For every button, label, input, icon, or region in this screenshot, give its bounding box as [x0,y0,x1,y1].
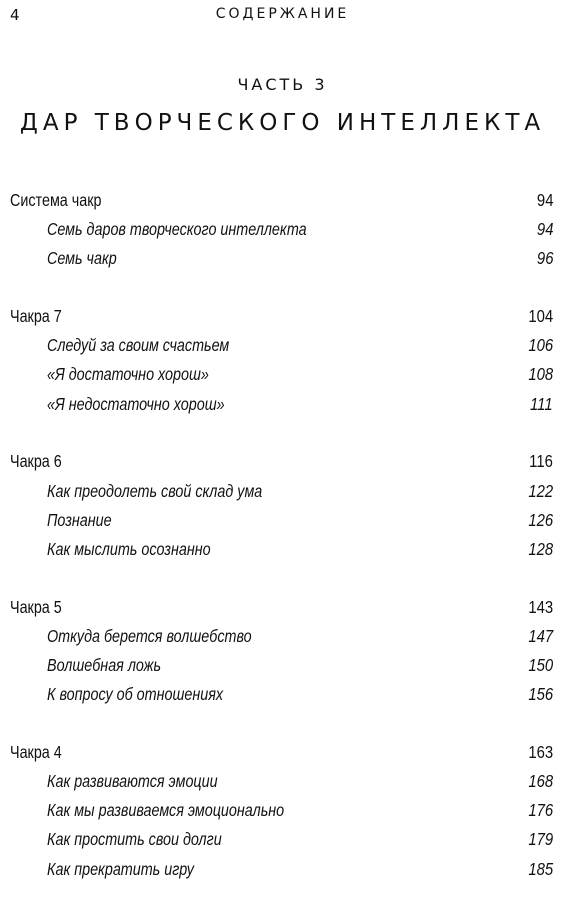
toc-subentry[interactable] [0,767,565,796]
part-title: ДАР ТВОРЧЕСКОГО ИНТЕЛЛЕКТА [19,110,546,136]
toc-subentry-page: 126 [528,509,553,530]
toc-subentry-page: 176 [528,800,553,821]
toc-subentry[interactable] [0,535,565,564]
toc-entry-title: Чакра 5 [10,596,62,617]
toc-subentry-title: Как преодолеть свой склад ума [47,480,263,501]
toc-subentry-title: Следуй за своим счастьем [47,335,230,356]
toc-subentry[interactable] [0,360,565,389]
toc-subentry-page: 156 [528,684,553,705]
toc-subentry-title: Волшебная ложь [47,654,162,675]
toc-entry[interactable] [0,302,565,331]
toc-subentry-page: 108 [528,364,553,385]
toc-subentry-page: 179 [528,829,553,850]
toc-subentry[interactable] [0,244,565,273]
toc-subentry-page: 111 [530,393,553,414]
toc-entry-page: 94 [536,190,553,210]
toc-subentry-title: Откуда берется волшебство [47,625,252,646]
toc-subentry[interactable] [0,796,565,825]
toc-subentry[interactable] [0,477,565,506]
toc-entry[interactable] [0,186,565,215]
table-of-contents [0,186,565,912]
toc-subentry[interactable] [0,331,565,360]
toc-subentry[interactable] [0,651,565,680]
toc-section [0,186,565,274]
toc-subentry-title: Как мы развиваемся эмоционально [47,800,285,821]
toc-subentry-title: Как мыслить осознанно [47,538,211,559]
toc-subentry-page: 128 [528,538,553,559]
toc-subentry-title: «Я достаточно хорош» [47,364,209,385]
toc-subentry[interactable] [0,680,565,709]
toc-subentry[interactable] [0,390,565,419]
toc-subentry-page: 147 [528,625,553,646]
toc-section [0,593,565,710]
toc-entry-title: Чакра 6 [10,451,62,472]
toc-entry[interactable] [0,447,565,476]
toc-subentry-title: «Я недостаточно хорош» [47,393,225,414]
toc-subentry-title: К вопросу об отношениях [47,684,224,705]
toc-subentry[interactable] [0,855,565,884]
toc-subentry[interactable] [0,506,565,535]
toc-entry-title: Система чакр [10,190,102,210]
toc-subentry[interactable] [0,215,565,244]
toc-entry-title: Чакра 7 [10,306,62,327]
toc-subentry-page: 94 [536,219,553,240]
part-label: ЧАСТЬ 3 [237,75,328,94]
toc-entry-title: Чакра 4 [10,741,62,762]
toc-subentry[interactable] [0,622,565,651]
toc-entry[interactable] [0,738,565,767]
toc-entry-page: 163 [528,741,553,762]
toc-entry-page: 116 [529,451,553,472]
toc-section [0,738,565,884]
toc-subentry-page: 168 [528,771,553,791]
running-head: СОДЕРЖАНИЕ [215,6,350,22]
toc-subentry-title: Семь даров творческого интеллекта [47,219,307,240]
toc-subentry-page: 122 [528,480,553,501]
toc-entry-page: 104 [528,306,553,327]
toc-subentry-title: Как прекратить игру [47,858,194,879]
toc-entry-page: 143 [528,596,553,617]
toc-subentry-title: Как развиваются эмоции [47,771,218,791]
toc-subentry-title: Семь чакр [47,248,117,269]
toc-subentry-page: 185 [528,858,553,879]
toc-section [0,302,565,419]
page-number: 4 [10,6,21,24]
toc-subentry-title: Как простить свои долги [47,829,222,850]
toc-subentry[interactable] [0,825,565,854]
toc-subentry-page: 96 [536,248,553,269]
toc-subentry-page: 106 [528,335,553,356]
toc-subentry-page: 150 [528,654,553,675]
toc-section [0,447,565,564]
toc-entry[interactable] [0,593,565,622]
toc-subentry-title: Познание [47,509,112,530]
